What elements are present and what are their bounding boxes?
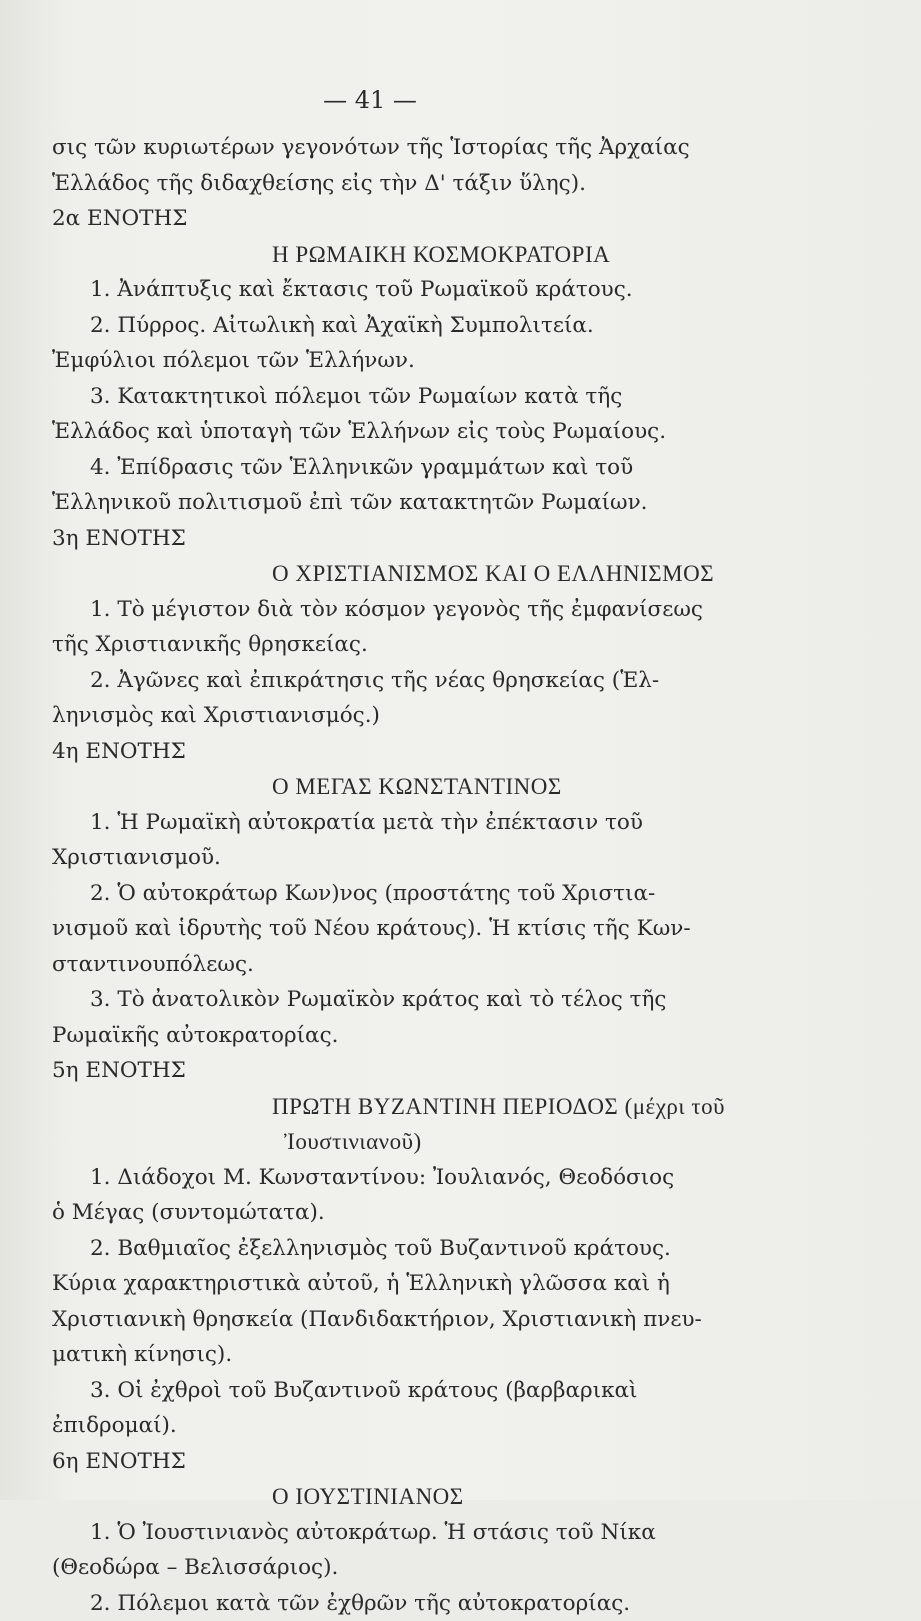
- line-title-2: Η ΡΩΜΑΙΚΗ ΚΟΣΜΟΚΡΑΤΟΡΙΑ: [52, 237, 712, 273]
- line-u6-item2: 2. Πόλεμοι κατὰ τῶν ἐχθρῶν τῆς αὐτοκρατορίας.: [52, 1586, 712, 1621]
- line-u5-item3b: ἐπιδρομαί).: [52, 1408, 712, 1444]
- line-u4-item3: 3. Τὸ ἀνατολικὸν Ρωμαϊκὸν κράτος καὶ τὸ τέλος τῆς: [52, 982, 712, 1018]
- line-u4-item1: 1. Ἡ Ρωμαϊκὴ αὐτοκρατία μετὰ τὴν ἐπέκτασιν τοῦ: [52, 805, 712, 841]
- line-u5-item2: 2. Βαθμιαῖος ἐξελληνισμὸς τοῦ Βυζαντινοῦ κράτους.: [52, 1231, 712, 1267]
- line-title-5b: Ἰουστινιανοῦ): [52, 1124, 712, 1160]
- line-unit-4: 4η ΕΝΟΤΗΣ: [52, 734, 712, 770]
- line-u2-item3: 3. Κατακτητικοὶ πόλεμοι τῶν Ρωμαίων κατὰ τῆς: [52, 379, 712, 415]
- line-title-5: ΠΡΩΤΗ ΒΥΖΑΝΤΙΝΗ ΠΕΡΙΟΔΟΣ (μέχρι τοῦ: [52, 1089, 712, 1125]
- line-u2-item4: 4. Ἐπίδρασις τῶν Ἑλληνικῶν γραμμάτων καὶ τοῦ: [52, 450, 712, 486]
- line-title-4: Ο ΜΕΓΑΣ ΚΩΝΣΤΑΝΤΙΝΟΣ: [52, 769, 712, 805]
- line-u2-item1: 1. Ἀνάπτυξις καὶ ἔκτασις τοῦ Ρωμαϊκοῦ κράτους.: [52, 272, 712, 308]
- line-u3-item1b: τῆς Χριστιανικῆς θρησκείας.: [52, 627, 712, 663]
- line-intro-1: σις τῶν κυριωτέρων γεγονότων τῆς Ἱστορίας τῆς Ἀρχαίας: [52, 130, 712, 166]
- line-u4-item2b: νισμοῦ καὶ ἱδρυτὴς τοῦ Νέου κράτους). Ἡ κτίσις τῆς Κων-: [52, 911, 712, 947]
- line-u6-item1: 1. Ὁ Ἰουστινιανὸς αὐτοκράτωρ. Ἡ στάσις τοῦ Νίκα: [52, 1515, 712, 1551]
- line-u5-item2c: Χριστιανικὴ θρησκεία (Πανδιδακτήριον, Χριστιανικὴ πνευ-: [52, 1302, 712, 1338]
- line-u2-item4b: Ἑλληνικοῦ πολιτισμοῦ ἐπὶ τῶν κατακτητῶν Ρωμαίων.: [52, 485, 712, 521]
- line-u3-item2b: ληνισμὸς καὶ Χριστιανισμός.): [52, 698, 712, 734]
- line-unit-5: 5η ΕΝΟΤΗΣ: [52, 1053, 712, 1089]
- line-intro-2: Ἑλλάδος τῆς διδαχθείσης εἰς τὴν Δ' τάξιν ὕλης).: [52, 166, 712, 202]
- line-u5-item2d: ματικὴ κίνησις).: [52, 1337, 712, 1373]
- line-title-6: Ο ΙΟΥΣΤΙΝΙΑΝΟΣ: [52, 1479, 712, 1515]
- line-title-3: Ο ΧΡΙΣΤΙΑΝΙΣΜΟΣ ΚΑΙ Ο ΕΛΛΗΝΙΣΜΟΣ: [52, 556, 712, 592]
- line-u5-item3: 3. Οἱ ἐχθροὶ τοῦ Βυζαντινοῦ κράτους (βαρβαρικαὶ: [52, 1373, 712, 1409]
- line-u4-item2: 2. Ὁ αὐτοκράτωρ Κων)νος (προστάτης τοῦ Χριστια-: [52, 876, 712, 912]
- page-number: — 41 —: [320, 86, 420, 114]
- line-u6-item1b: (Θεοδώρα – Βελισσάριος).: [52, 1550, 712, 1586]
- line-unit-3: 3η ΕΝΟΤΗΣ: [52, 521, 712, 557]
- line-u5-item1b: ὁ Μέγας (συντομώτατα).: [52, 1195, 712, 1231]
- page-text: [52, 130, 712, 1621]
- line-u2-item2: 2. Πύρρος. Αἰτωλικὴ καὶ Ἀχαϊκὴ Συμπολιτεία.: [52, 308, 712, 344]
- line-unit-2: 2α ΕΝΟΤΗΣ: [52, 201, 712, 237]
- line-unit-6: 6η ΕΝΟΤΗΣ: [52, 1444, 712, 1480]
- line-u2-item3b: Ἑλλάδος καὶ ὑποταγὴ τῶν Ἑλλήνων εἰς τοὺς Ρωμαίους.: [52, 414, 712, 450]
- line-u4-item3b: Ρωμαϊκῆς αὐτοκρατορίας.: [52, 1018, 712, 1054]
- line-u4-item2c: σταντινουπόλεως.: [52, 947, 712, 983]
- line-u5-item1: 1. Διάδοχοι Μ. Κωνσταντίνου: Ἰουλιανός, Θεοδόσιος: [52, 1160, 712, 1196]
- line-u3-item1: 1. Τὸ μέγιστον διὰ τὸν κόσμον γεγονὸς τῆς ἐμφανίσεως: [52, 592, 712, 628]
- line-u5-item2b: Κύρια χαρακτηριστικὰ αὐτοῦ, ἡ Ἑλληνικὴ γλῶσσα καὶ ἡ: [52, 1266, 712, 1302]
- line-u3-item2: 2. Ἀγῶνες καὶ ἐπικράτησις τῆς νέας θρησκείας (Ἑλ-: [52, 663, 712, 699]
- line-u4-item1b: Χριστιανισμοῦ.: [52, 840, 712, 876]
- line-u2-item2b: Ἐμφύλιοι πόλεμοι τῶν Ἑλλήνων.: [52, 343, 712, 379]
